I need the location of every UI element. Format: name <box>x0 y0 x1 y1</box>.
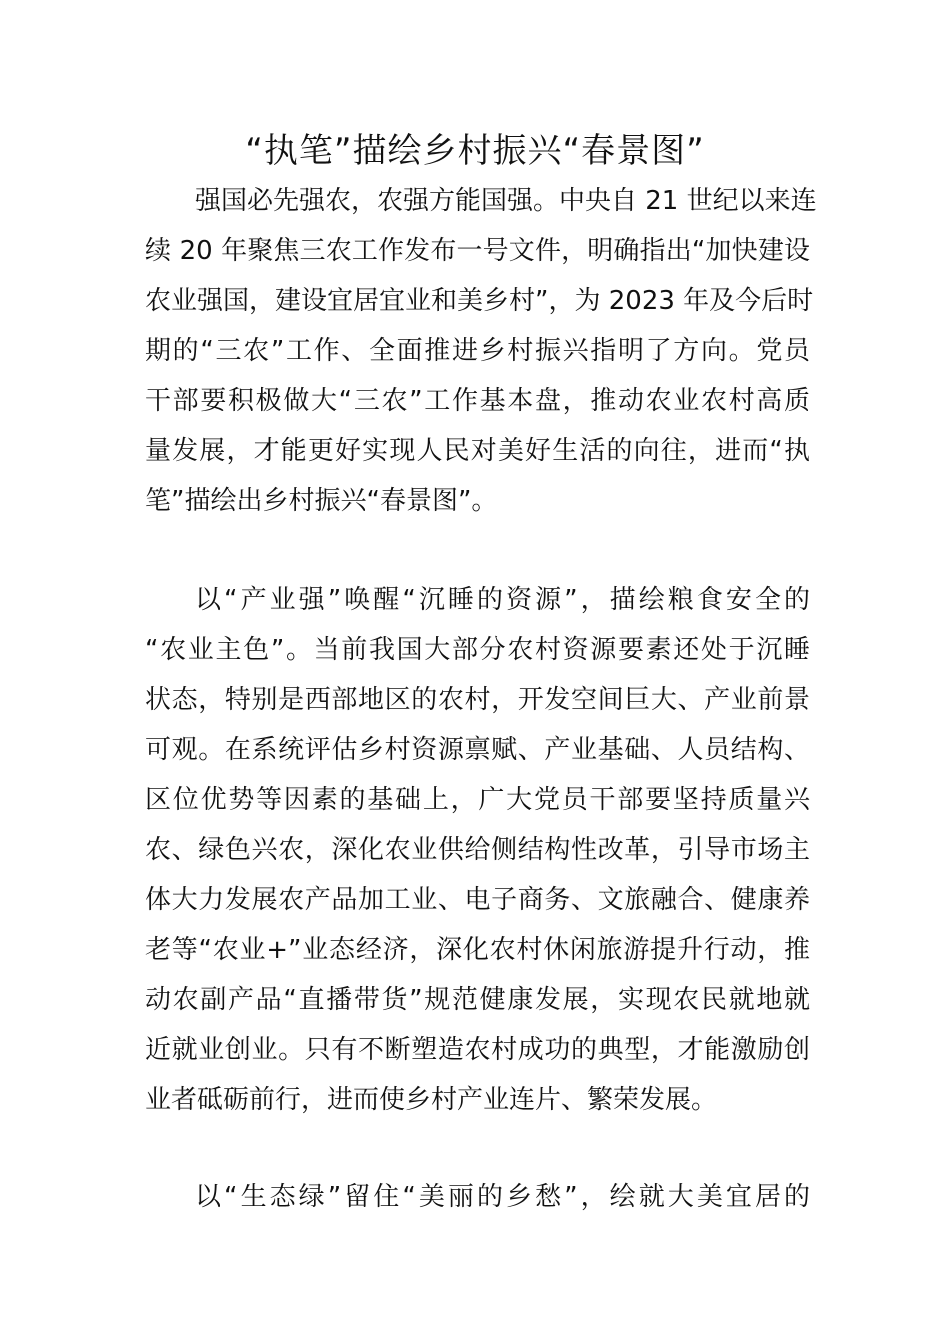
paragraph-line: 量发展，才能更好实现人民对美好生活的向往，进而“执 <box>145 436 810 466</box>
paragraph-line: 期的“三农”工作、全面推进乡村振兴指明了方向。党员 <box>145 336 810 366</box>
paragraph-line: 可观。在系统评估乡村资源禀赋、产业基础、人员结构、 <box>145 735 810 765</box>
paragraph-line: 区位优势等因素的基础上，广大党员干部要坚持质量兴 <box>145 785 810 815</box>
paragraph-line: 农、绿色兴农，深化农业供给侧结构性改革，引导市场主 <box>145 835 810 865</box>
paragraph-line: “农业主色”。当前我国大部分农村资源要素还处于沉睡 <box>145 635 810 665</box>
paragraph-line: 老等“农业+”业态经济，深化农村休闲旅游提升行动，推 <box>145 935 810 965</box>
paragraph-line: 续 20 年聚焦三农工作发布一号文件，明确指出“加快建设 <box>145 236 810 266</box>
paragraph-line: 状态，特别是西部地区的农村，开发空间巨大、产业前景 <box>145 685 810 715</box>
paragraph-3 <box>145 1172 810 1222</box>
paragraph-line: 以“产业强”唤醒“沉睡的资源”，描绘粮食安全的 <box>195 585 810 615</box>
paragraph-line: 动农副产品“直播带货”规范健康发展，实现农民就地就 <box>145 985 810 1015</box>
paragraph-line: 以“生态绿”留住“美丽的乡愁”，绘就大美宜居的 <box>195 1182 810 1212</box>
paragraph-1 <box>145 176 817 526</box>
paragraph-line: 近就业创业。只有不断塑造农村成功的典型，才能激励创 <box>145 1035 810 1065</box>
document-title: “执笔”描绘乡村振兴“春景图” <box>245 131 705 171</box>
paragraph-line: 农业强国，建设宜居宜业和美乡村”，为 2023 年及今后时 <box>145 286 814 316</box>
paragraph-line: 体大力发展农产品加工业、电子商务、文旅融合、健康养 <box>145 885 810 915</box>
paragraph-line: 业者砥砺前行，进而使乡村产业连片、繁荣发展。 <box>145 1085 718 1115</box>
paragraph-2 <box>145 575 810 1125</box>
paragraph-line: 干部要积极做大“三农”工作基本盘，推动农业农村高质 <box>145 386 810 416</box>
paragraph-line: 笔”描绘出乡村振兴“春景图”。 <box>145 486 498 516</box>
paragraph-line: 强国必先强农，农强方能国强。中央自 21 世纪以来连 <box>195 186 817 216</box>
